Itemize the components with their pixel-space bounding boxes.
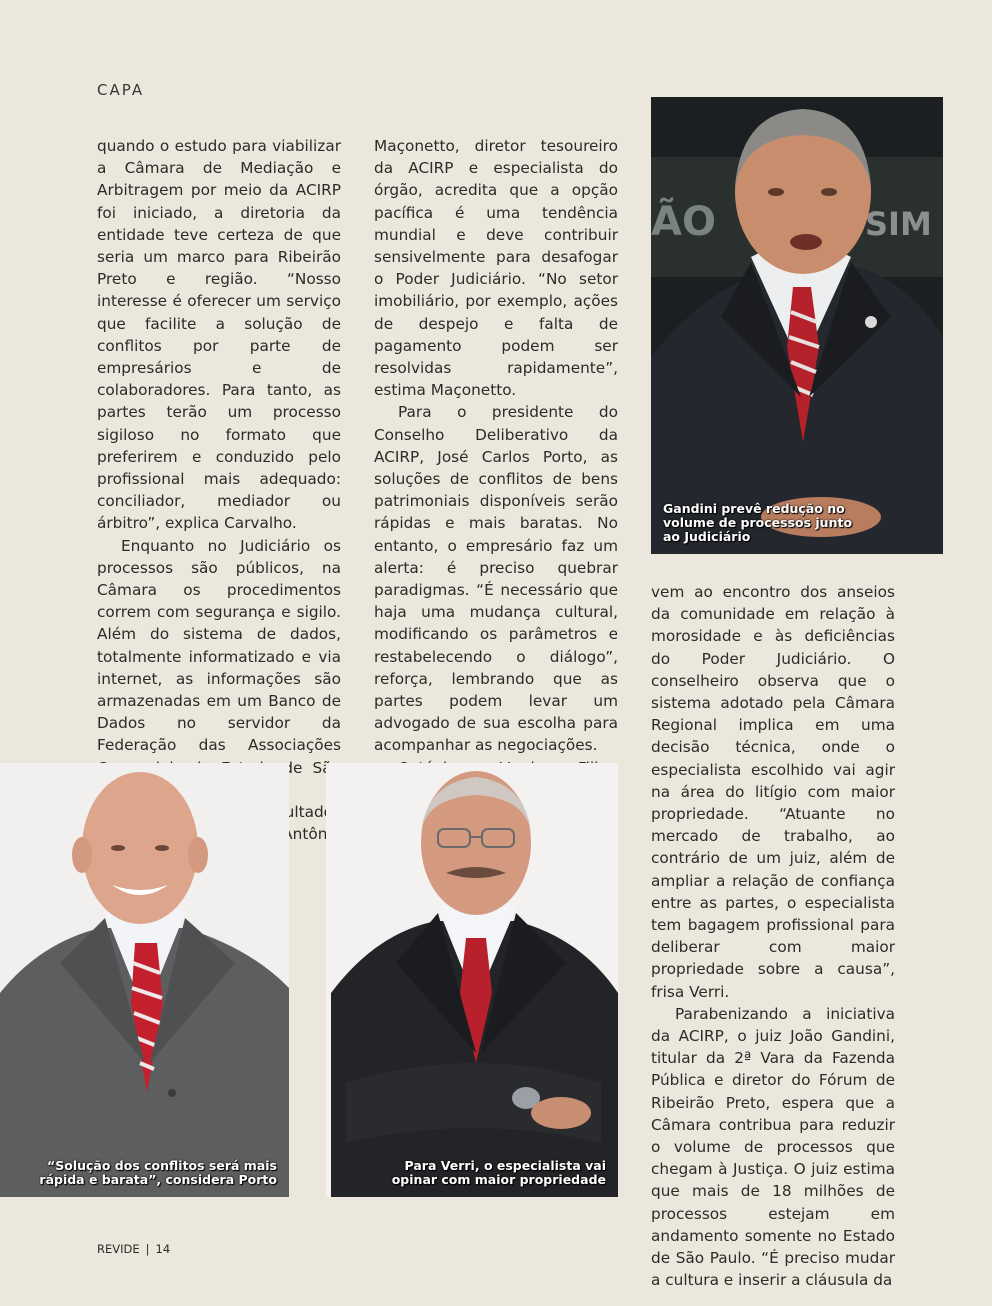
page-footer [97,1242,170,1256]
footer-separator: | [145,1242,150,1256]
section-label: CAPA [97,81,145,99]
paragraph: Parabenizando a iniciativa da ACIRP, o juiz João Gandini, titular da 2ª Vara da Fazenda Pública e diretor do Fórum de Ribeirão Preto, espera que a Câmara contribua para reduzir o volume de processos que chegam à Justiça. O juiz estima que mais de 18 milhões de processos estejam em andamento somente no Estado de São Paulo. “É preciso mudar a cultura e inserir a cláusula da [651,1004,895,1290]
photo-caption: Para Verri, o especialista vai opinar com maior propriedade [391,1158,606,1187]
page-number: 14 [155,1242,171,1256]
article-column-1 [97,135,341,868]
photo-gandini [651,97,943,554]
photo-caption: “Solução dos conflitos será mais rápida e barata”, considera Porto [39,1158,277,1187]
paragraph: resultados Antônio [261,803,341,844]
verri-portrait-illustration [326,763,618,1197]
background-sign-text: ÃO [651,199,716,245]
paragraph: Maçonetto, diretor tesoureiro da ACIRP e especialista do órgão, acredita que a opção pacífica é uma tendência mundial e deve contribuir sensivelmente para desafogar o Poder Judiciário. “No setor imobiliário, por exemplo, ações de despejo e falta de pagamento podem ser resolvidas rapidamente”, estima Maçonetto. [374,137,618,400]
photo-caption: Gandini prevê redução no volume de processos junto ao Judiciário [663,501,853,544]
background-sign-text: SIM [865,205,932,243]
gandini-portrait-illustration [651,97,943,554]
article-column-3 [651,581,895,1292]
paragraph: Enquanto no Judiciário os processos são públicos, na Câmara os procedimentos correm com segurança e sigilo. Além do sistema de dados, totalmente informatizado e via internet, as informações são armazenadas em um Banco de Dados no servidor da Federação das Associações de [97,536,341,777]
photo-verri [326,763,618,1197]
article-column-2 [374,135,618,846]
magazine-name: REVIDE [97,1242,140,1256]
porto-portrait-illustration [0,763,289,1197]
paragraph: quando o estudo para viabilizar a Câmara de Mediação e Arbitragem por meio da ACIRP foi iniciado, a diretoria da entidade teve certeza de que seria um marco para Ribeirão Preto e região. “Nosso interesse é oferecer um serviço que facilite a solução de conflitos por parte de empresários e de colaboradores. Para tanto, as partes terão um processo sigiloso no formato que preferirem e conduzido pelo profissional mais adequado: conciliador, mediador ou árbitro”, explica Carvalho. [97,137,341,533]
paragraph: Para o presidente do Conselho Deliberativo da ACIRP, José Carlos Porto, as soluções de conflitos de bens patrimoniais disponíveis serão rápidas e mais baratas. No entanto, o empresário faz um alerta: é preciso quebrar paradigmas. “É necessário que haja uma mudança cultural, modificando os parâmetros e restabelecendo o diálogo”, reforça, lembrando que as partes podem levar um advogado de sua escolha para acompanhar as negociações. [374,403,618,755]
paragraph: vem ao encontro dos anseios da comunidade em relação à morosidade e às deficiências do Poder Judiciário. O conselheiro observa que o sistema adotado pela Câmara Regional implica em uma decisão técnica, onde o especialista escolhido vai agir na área do litígio com maior propriedade. “Atuante no mercado de trabalho, ao contrário de um juiz, além de ampliar a relação de confiança entre as partes, o especialista tem bagagem profissional para deliberar com maior propriedade sobre a causa”, frisa Verri. [651,583,895,1001]
photo-porto [0,763,289,1197]
